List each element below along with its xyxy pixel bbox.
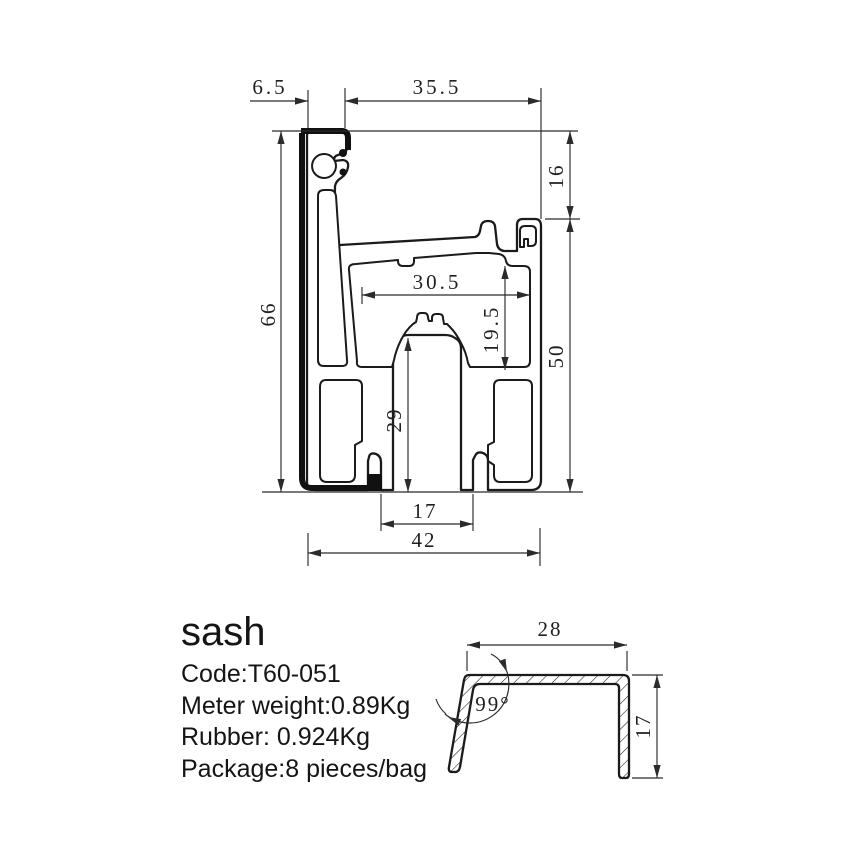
spec-line-meter-weight: Meter weight:0.89Kg <box>181 691 411 720</box>
dim-label-35-5: 35.5 <box>412 75 462 99</box>
dim-label-19-5: 19.5 <box>479 304 503 354</box>
dimension-height-right <box>544 219 574 492</box>
dimension-height-left <box>256 131 285 492</box>
dimension-step-right <box>544 131 580 219</box>
dim-label-99deg: 99° <box>475 692 511 716</box>
dim-label-42: 42 <box>411 528 437 552</box>
dim-label-66: 66 <box>256 301 280 327</box>
dimension-offset-left <box>250 75 345 128</box>
top-right-hook-cavity <box>520 226 536 247</box>
dim-label-17: 17 <box>412 499 438 523</box>
profile-title: sash <box>181 610 266 654</box>
dimension-detail-height <box>631 675 663 778</box>
dim-label-16: 16 <box>544 163 568 189</box>
dim-label-30-5: 30.5 <box>412 270 462 294</box>
spec-line-rubber: Rubber: 0.924Kg <box>181 723 371 751</box>
detail-profile-outline <box>449 675 629 778</box>
dim-label-29: 29 <box>382 407 406 433</box>
spec-line-package: Package:8 pieces/bag <box>181 754 428 783</box>
dimension-detail-width <box>467 617 627 671</box>
dimension-width-bottom <box>308 528 540 566</box>
bottom-right-cavity <box>488 380 532 482</box>
dimension-width-top <box>345 75 541 219</box>
dim-label-6-5: 6.5 <box>252 75 288 99</box>
dim-label-28: 28 <box>537 617 563 641</box>
spec-line-code: Code:T60-051 <box>181 660 341 688</box>
detail-profile-section <box>436 617 663 778</box>
dimension-width-channel <box>381 494 473 531</box>
hook-cavity <box>312 154 336 178</box>
dim-label-50: 50 <box>544 343 568 369</box>
spec-block <box>181 611 427 785</box>
dim-label-17b: 17 <box>631 713 655 739</box>
bottom-left-cavity <box>320 380 362 482</box>
